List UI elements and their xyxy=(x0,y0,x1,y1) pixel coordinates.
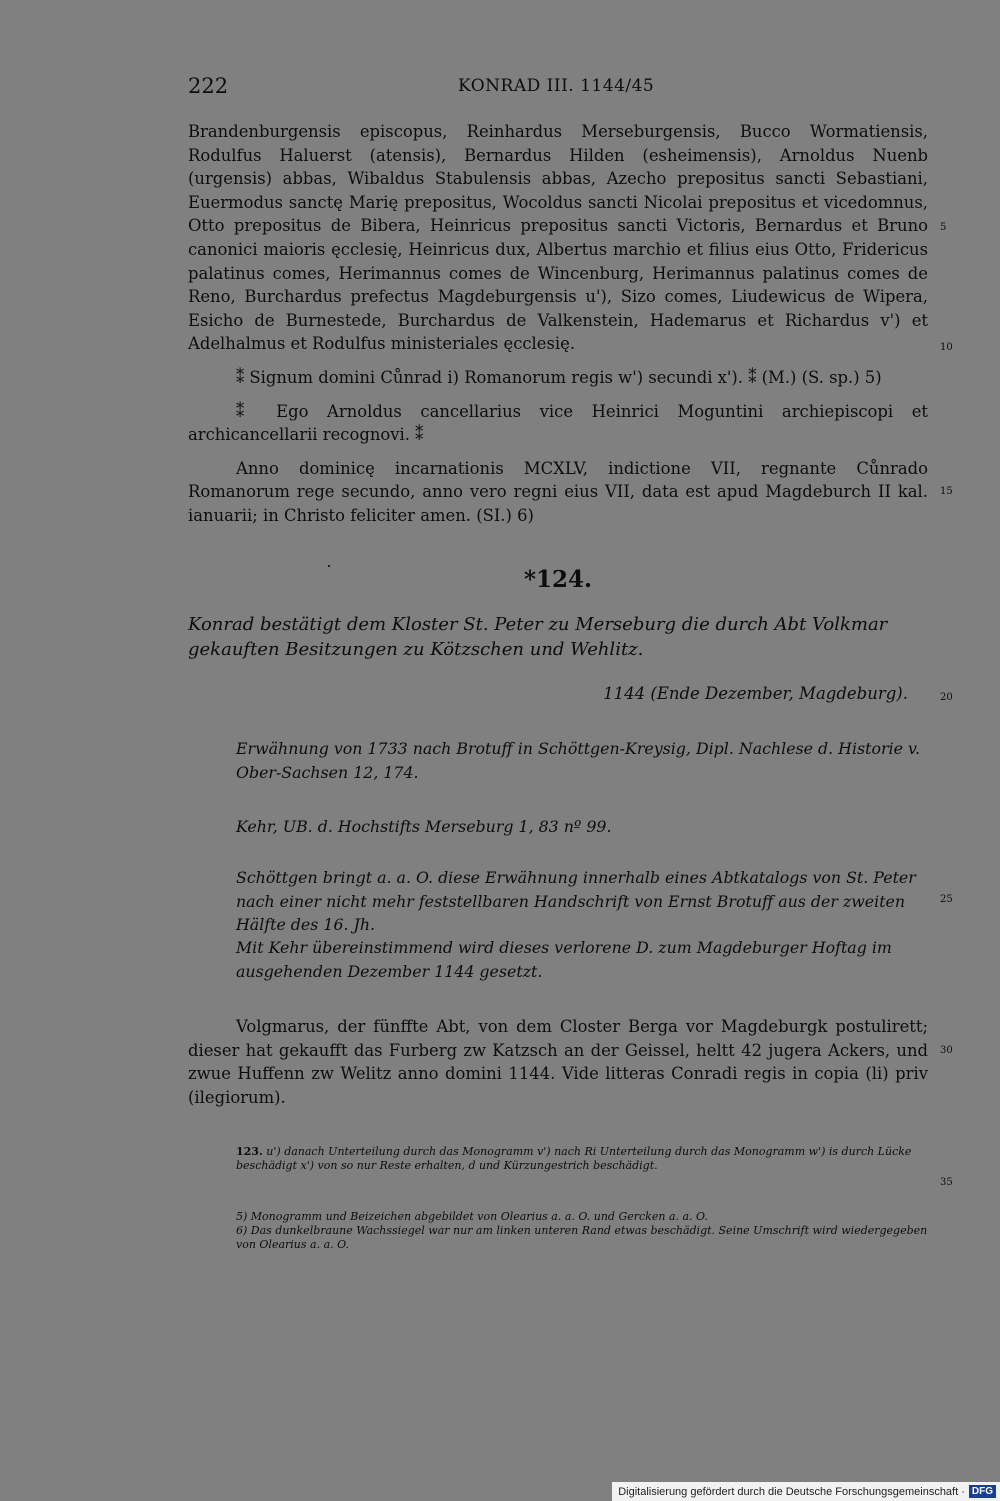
line-number: 30 xyxy=(940,1045,953,1056)
line-number: 5 xyxy=(940,222,947,233)
dating-note: Mit Kehr übereinstimmend wird dieses verlorene D. zum Magdeburger Hoftag im ausgehenden Dezember 1144 gesetzt. xyxy=(236,938,892,981)
regest-text: Konrad bestätigt dem Kloster St. Peter zu Merseburg die durch Abt Volkmar gekauften Besitzungen zu Kötzschen und Wehlitz. xyxy=(188,614,888,660)
signum-line: ⁑ Signum domini Cůnrad i) Romanorum regis w') secundi x'). ⁑ (M.) (S. sp.) 5) xyxy=(236,367,882,387)
charter-text-block xyxy=(188,120,928,538)
witness-list: Brandenburgensis episcopus, Reinhardus Merseburgensis, Bucco Wormatiensis, Rodulfus Haluerst (atensis), Bernardus Hilden (esheimensis), Arnoldus Nuenb (urgensis) abbas, Wibaldus Stabulensis abbas, Azecho prepositus sancti Sebastiani, Euermodus sanctę Marię prepositus, Wocoldus sancti Nicolai prepositus et vicedomnus, Otto prepositus de Bibera, Heinricus prepositus sancti Victoris, Bernardus et Bruno canonici maioris ęcclesię, Heinricus dux, Albertus marchio et filius eius Otto, Fridericus palatinus comes, Herimannus comes de Wincenburg, Herimannus palatinus comes de Reno, Burchardus prefectus Magdeburgensis u'), Sizo comes, Liudewicus de Wipera, Esicho de Burnestede, Burchardus de Valkenstein, Hademarus et Richardus v') et Adelhalmus et Rodulfus ministeriales ęcclesię. xyxy=(188,122,928,354)
footnote-label: 123. xyxy=(236,1145,263,1158)
line-number: 25 xyxy=(940,894,953,905)
footnote-5: 5) Monogramm und Beizeichen abgebildet von Olearius a. a. O. und Gercken a. a. O. xyxy=(236,1210,708,1223)
charter-number: *124. xyxy=(523,566,593,593)
page-number: 222 xyxy=(188,74,229,98)
line-number: 35 xyxy=(940,1177,953,1188)
date-line: 1144 (Ende Dezember, Magdeburg). xyxy=(603,684,908,703)
line-number: 20 xyxy=(940,692,953,703)
footnote-variants: u') danach Unterteilung durch das Monogramm v') nach Ri Unterteilung durch das Monogramm w') is durch Lücke beschädigt x') von so nur Reste erhalten, d und Kürzungestrich beschädigt. xyxy=(236,1145,912,1172)
footer-credit xyxy=(612,1482,1000,1501)
line-number: 10 xyxy=(940,342,953,353)
footnote-6: 6) Das dunkelbraune Wachssiegel war nur am linken unteren Rand etwas beschädigt. Seine Umschrift wird wiedergegeben von Olearius a. a. O. xyxy=(236,1224,928,1251)
line-number: 15 xyxy=(940,486,953,497)
tradition-note: Erwähnung von 1733 nach Brotuff in Schöttgen-Kreysig, Dipl. Nachlese d. Historie v. Ober-Sachsen 12, 174. xyxy=(236,739,921,782)
footer-text: Digitalisierung gefördert durch die Deutsche Forschungsgemeinschaft · xyxy=(618,1485,965,1498)
dfg-logo: DFG xyxy=(969,1485,996,1498)
commentary-note: Schöttgen bringt a. a. O. diese Erwähnung innerhalb eines Abtkatalogs von St. Peter nach einer nicht mehr feststellbaren Handschrift von Ernst Brotuff aus der zweiten Hälfte des 16. Jh. xyxy=(236,868,916,934)
edition-note: Kehr, UB. d. Hochstifts Merseburg 1, 83 nº 99. xyxy=(236,817,612,836)
dating-clause: Anno dominicę incarnationis MCXLV, indictione VII, regnante Cůnrado Romanorum rege secundo, anno vero regni eius VII, data est apud Magdeburch II kal. ianuarii; in Christo feliciter amen. (SI.) 6) xyxy=(188,458,928,525)
excerpt-paragraph: Volgmarus, der fünffte Abt, von dem Closter Berga vor Magdeburgk postulirett; dieser hat gekaufft das Furberg zw Katzsch an der Geissel, heltt 42 jugera Ackers, und zwue Huffenn zw Welitz anno domini 1144. Vide litteras Conradi regis in copia (li) priv (ilegiorum). xyxy=(188,1017,928,1107)
recognition-line: ⁑ Ego Arnoldus cancellarius vice Heinrici Moguntini archiepiscopi et archicancellarii recognovi. ⁑ xyxy=(188,401,928,445)
footnotes-variant xyxy=(236,1145,928,1173)
running-head: KONRAD III. 1144/45 xyxy=(458,76,655,96)
